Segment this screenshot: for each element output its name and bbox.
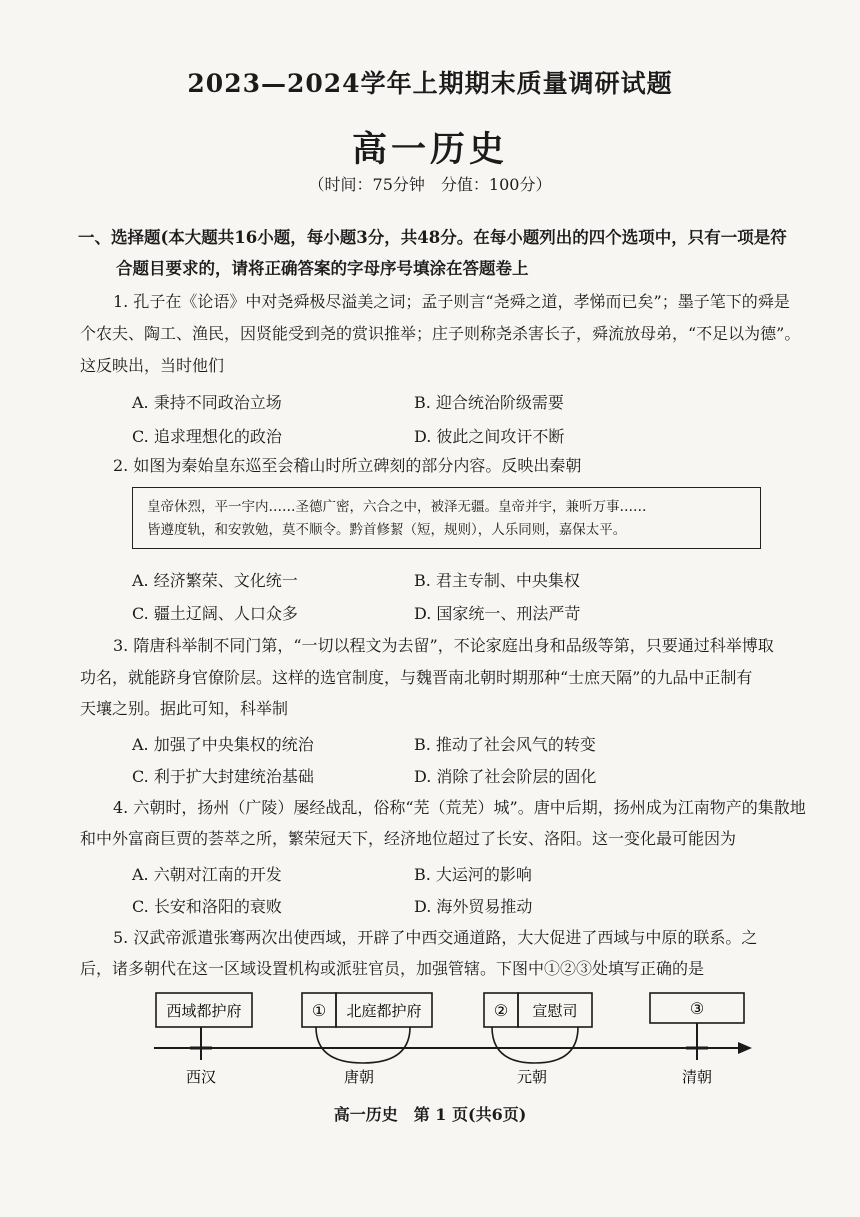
- timeline-box-beiting-text: 北庭都护府: [346, 1002, 422, 1020]
- timeline-label-xihan: 西汉: [185, 1068, 217, 1085]
- q2-option-b[interactable]: B. 君主专制、中央集权: [414, 571, 580, 590]
- timeline-label-tang: 唐朝: [343, 1068, 375, 1085]
- q4-line2: 和中外富商巨贾的荟萃之所，繁荣冠天下，经济地位超过了长安、洛阳。这一变化最可能因为: [80, 829, 737, 848]
- timeline-bracket-yuan: [492, 1027, 578, 1063]
- q3-line2: 功名，就能跻身官僚阶层。这样的选官制度，与魏晋南北朝时期那种“士庶天隔”的九品中正制有: [80, 668, 753, 687]
- page-footer: 高一历史 第 1 页(共6页): [333, 1105, 527, 1124]
- q3-option-c[interactable]: C. 利于扩大封建统治基础: [132, 767, 314, 786]
- timeline-box-3-num-text: ③: [689, 999, 705, 1018]
- q4-option-d[interactable]: D. 海外贸易推动: [414, 897, 533, 916]
- timeline-arrow: [738, 1042, 752, 1054]
- q4-option-a[interactable]: A. 六朝对江南的开发: [132, 865, 282, 884]
- q4-option-c[interactable]: C. 长安和洛阳的衰败: [132, 897, 282, 916]
- q1-option-c[interactable]: C. 追求理想化的政治: [132, 427, 282, 446]
- stele-quote-line2: 皆遵度轨，和安敦勉，莫不顺令。黔首修絜（短，规则），人乐同则，嘉保太平。: [147, 522, 627, 538]
- q3-option-d[interactable]: D. 消除了社会阶层的固化: [414, 767, 597, 786]
- q1-option-d[interactable]: D. 彼此之间攻讦不断: [414, 427, 565, 446]
- timeline-box-xuanwei-text: 宣慰司: [532, 1002, 578, 1020]
- q5-line1: 5. 汉武帝派遣张骞两次出使西域，开辟了中西交通道路，大大促进了西域与中原的联系。之: [113, 928, 758, 947]
- q1-line3: 这反映出，当时他们: [80, 356, 225, 375]
- exam-title: 2023—2024学年上期期末质量调研试题: [187, 69, 673, 98]
- timeline-bracket-tang: [316, 1027, 410, 1063]
- timeline-box-2-num-text: ②: [493, 1001, 509, 1020]
- q1-option-b[interactable]: B. 迎合统治阶级需要: [414, 393, 564, 412]
- q1-option-a[interactable]: A. 秉持不同政治立场: [132, 393, 282, 412]
- exam-info: （时间：75分钟 分值：100分）: [308, 175, 552, 194]
- section-heading-line1: 一、选择题(本大题共16小题，每小题3分，共48分。在每小题列出的四个选项中，只有一项是符: [78, 228, 787, 247]
- q1-line1: 1. 孔子在《论语》中对尧舜极尽溢美之词；孟子则言“尧舜之道，孝悌而已矣”；墨子笔下的舜是: [113, 292, 790, 311]
- section-heading: [78, 222, 798, 284]
- q5-line2: 后，诸多朝代在这一区域设置机构或派驻官员，加强管辖。下图中①②③处填写正确的是: [80, 959, 705, 978]
- q2-option-a[interactable]: A. 经济繁荣、文化统一: [132, 571, 298, 590]
- q3-line1: 3. 隋唐科举制不同门第，“一切以程文为去留”，不论家庭出身和品级等第，只要通过科举博取: [113, 636, 774, 655]
- subject-title: 高一历史: [351, 129, 508, 170]
- q3-line3: 天壤之别。据此可知，科举制: [80, 699, 289, 718]
- q1-line2: 个农夫、陶工、渔民，因贤能受到尧的赏识推举；庄子则称尧杀害长子，舜流放母弟，“不足以为德”。: [80, 324, 801, 343]
- dynasty-timeline: [140, 985, 760, 1085]
- timeline-box-1-num-text: ①: [311, 1001, 327, 1020]
- stele-quote-line1: 皇帝休烈，平一宇内……圣德广密，六合之中，被泽无疆。皇帝并宇，兼听万事……: [147, 499, 647, 515]
- q4-line1: 4. 六朝时，扬州（广陵）屡经战乱，俗称“芜（荒芜）城”。唐中后期，扬州成为江南物产的集散地: [113, 798, 806, 817]
- stele-quote-box: [132, 487, 761, 549]
- q2-option-d[interactable]: D. 国家统一、刑法严苛: [414, 604, 581, 623]
- timeline-box-xiyu-text: 西域都护府: [166, 1002, 242, 1020]
- timeline-label-yuan: 元朝: [516, 1068, 548, 1085]
- q3-option-a[interactable]: A. 加强了中央集权的统治: [132, 735, 314, 754]
- q4-option-b[interactable]: B. 大运河的影响: [414, 865, 532, 884]
- q2-line1: 2. 如图为秦始皇东巡至会稽山时所立碑刻的部分内容。反映出秦朝: [113, 456, 582, 475]
- q3-option-b[interactable]: B. 推动了社会风气的转变: [414, 735, 596, 754]
- q2-option-c[interactable]: C. 疆土辽阔、人口众多: [132, 604, 298, 623]
- section-heading-line2: 合题目要求的，请将正确答案的字母序号填涂在答题卷上: [116, 259, 529, 278]
- timeline-label-qing: 清朝: [681, 1068, 713, 1085]
